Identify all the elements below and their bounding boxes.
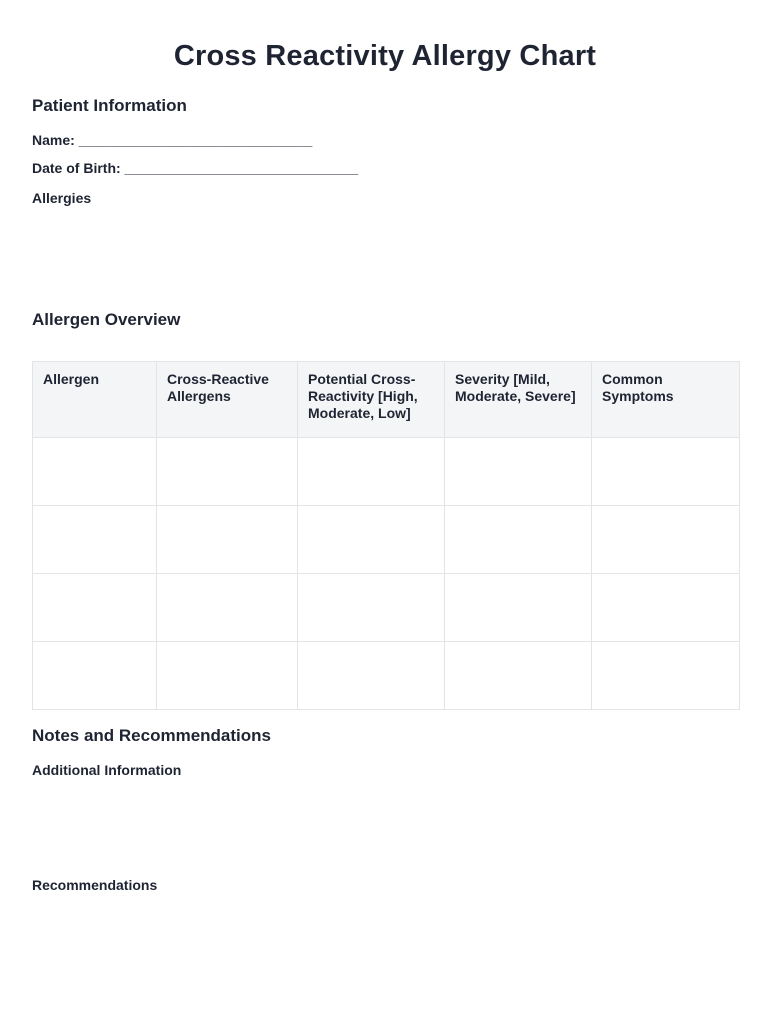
table-cell[interactable] bbox=[592, 574, 740, 642]
table-cell[interactable] bbox=[157, 438, 298, 506]
table-cell[interactable] bbox=[298, 574, 445, 642]
name-field[interactable]: Name: ______________________________ bbox=[32, 132, 313, 148]
table-cell[interactable] bbox=[592, 506, 740, 574]
table-cell[interactable] bbox=[445, 642, 592, 710]
allergen-overview-heading: Allergen Overview bbox=[32, 310, 181, 329]
table-cell[interactable] bbox=[298, 438, 445, 506]
table-cell[interactable] bbox=[33, 506, 157, 574]
table-cell[interactable] bbox=[592, 438, 740, 506]
table-row bbox=[33, 506, 740, 574]
column-header-cross-reactive-allergens: Cross-Reactive Allergens bbox=[157, 362, 298, 438]
date-of-birth-field[interactable]: Date of Birth: ______________________________ bbox=[32, 160, 359, 176]
allergen-overview-table bbox=[32, 361, 740, 710]
notes-heading: Notes and Recommendations bbox=[32, 726, 271, 745]
page-title: Cross Reactivity Allergy Chart bbox=[173, 40, 597, 72]
table-row bbox=[33, 642, 740, 710]
table-row bbox=[33, 438, 740, 506]
additional-information-label: Additional Information bbox=[32, 762, 182, 778]
column-header-severity: Severity [Mild, Moderate, Severe] bbox=[445, 362, 592, 438]
table-row bbox=[33, 574, 740, 642]
table-cell[interactable] bbox=[157, 574, 298, 642]
column-header-allergen: Allergen bbox=[33, 362, 157, 438]
allergies-label: Allergies bbox=[32, 190, 92, 206]
table-header-row bbox=[33, 362, 740, 438]
table-cell[interactable] bbox=[445, 574, 592, 642]
table-cell[interactable] bbox=[592, 642, 740, 710]
table-cell[interactable] bbox=[298, 506, 445, 574]
table-cell[interactable] bbox=[33, 438, 157, 506]
table-cell[interactable] bbox=[445, 506, 592, 574]
patient-information-heading: Patient Information bbox=[32, 96, 187, 115]
table-cell[interactable] bbox=[445, 438, 592, 506]
table-cell[interactable] bbox=[33, 574, 157, 642]
column-header-potential-cross-reactivity: Potential Cross-Reactivity [High, Moderate, Low] bbox=[298, 362, 445, 438]
recommendations-label: Recommendations bbox=[32, 877, 158, 893]
table-cell[interactable] bbox=[298, 642, 445, 710]
table-cell[interactable] bbox=[157, 506, 298, 574]
table-cell[interactable] bbox=[33, 642, 157, 710]
column-header-common-symptoms: Common Symptoms bbox=[592, 362, 740, 438]
table-cell[interactable] bbox=[157, 642, 298, 710]
